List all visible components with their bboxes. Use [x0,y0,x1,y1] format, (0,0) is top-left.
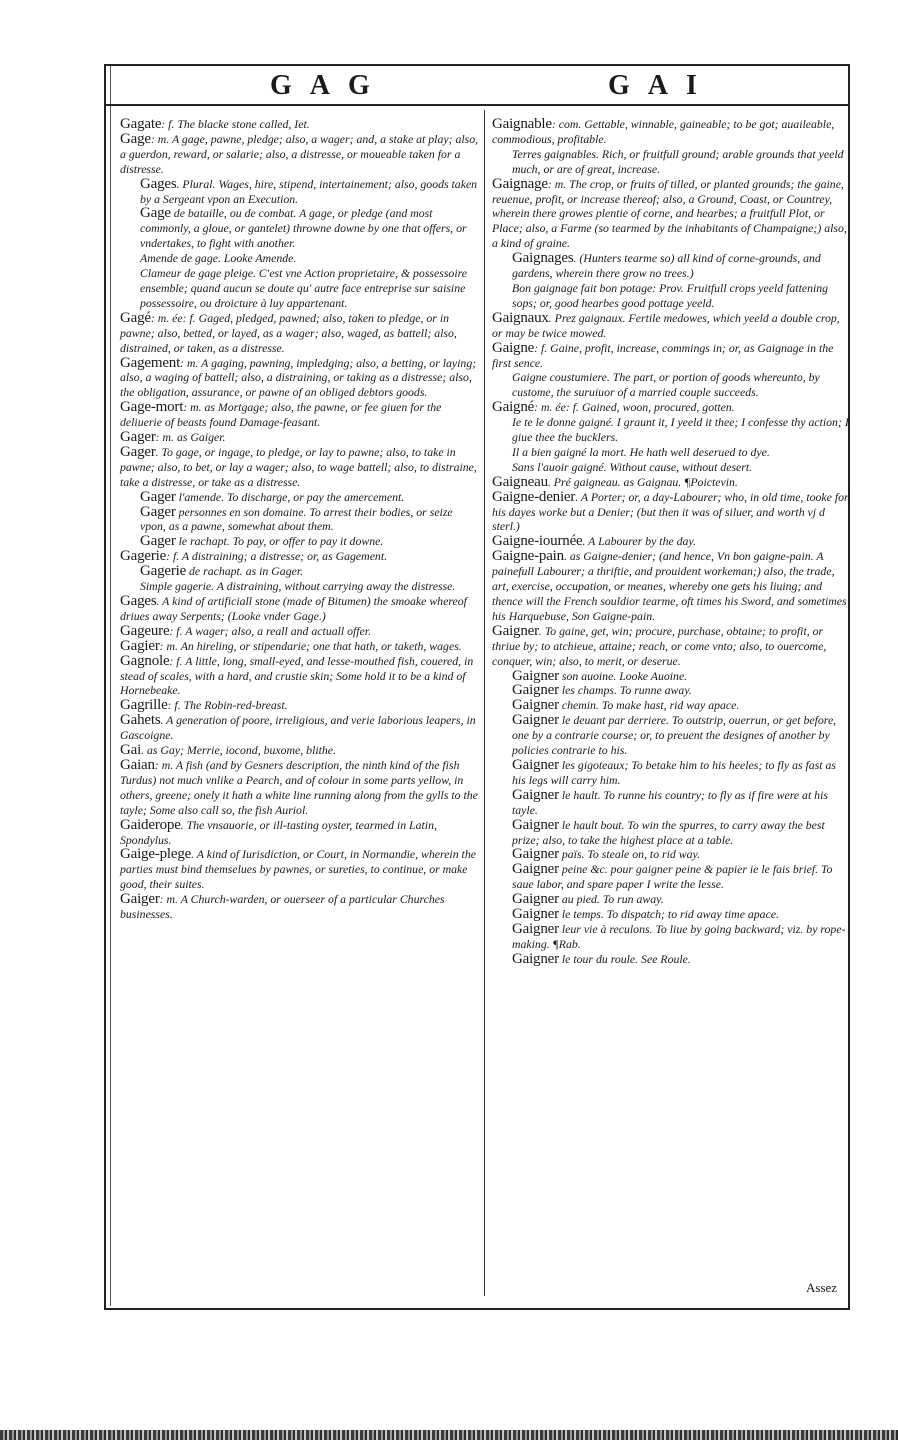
entry-headword: Gaigne-iournée [492,533,583,550]
entry-headword: Gaiger [120,891,160,908]
entry-definition: : f. A wager; also, a reall and actuall offer. [169,623,372,638]
dictionary-entry [492,892,852,907]
border-inner-line [110,66,111,1306]
dictionary-entry [120,654,480,699]
entry-definition: : m. ée: f. Gained, woon, procured, gotten. [534,400,735,415]
entry-headword: Gagier [120,637,160,654]
entry-headword: Gager [140,488,176,505]
dictionary-entry [120,117,480,132]
dictionary-entry [492,370,852,400]
entry-headword: Gahets [120,712,161,729]
dictionary-entry [120,594,480,624]
entry-headword: Gaige-plege [120,846,192,863]
entry-definition: : m. A Church-warden, or ouerseer of a particular Churches businesses. [120,892,445,922]
entry-headword: Gagerie [120,548,167,565]
entry-definition: : m. ée: f. Gaged, pledged, pawned; also, taken to pledge, or in pawne; also, betted, or layed, as a wager; also, waged, as battell; also, distrained, or taken, as a distresse. [120,310,457,355]
entry-headword: Gaigne-denier [492,488,576,505]
entry-headword: Gaigner [512,891,559,908]
running-head-right: GAI [608,70,715,101]
entry-headword: Gaigner [512,697,559,714]
entry-definition: . Pré gaigneau. as Gaignau. ¶Poictevin. [547,474,738,489]
entry-definition: . A kind of Iurisdiction, or Court, in Normandie, wherein the parties must bind themselues by pawnes, or sureties, to continue, or make good, their suites. [120,847,476,892]
entry-definition: le hault. To runne his country; to fly as if fire were at his tayle. [512,787,828,817]
entry-headword: Gages [140,175,177,192]
dictionary-entry [120,579,480,594]
dictionary-entry [492,669,852,684]
dictionary-entry [492,534,852,549]
dictionary-entry [492,952,852,967]
entry-definition: : f. The Robin-red-breast. [167,698,288,713]
entry-definition: : m. A fish (and by Gesners description, the ninth kind of the fish Turdus) not much vnlike a Pearch, and of colour in some parts yellow, in others, greene; onely it hath a white line running along from the gylls to the tayle; Some also call so, the fish Auriol. [120,757,478,817]
entry-definition: . To gaine, get, win; procure, purchase, obtaine; to profit, or thriue by; to atchieue, attaine; reach, or come vnto; also, to ouercome, conquer, win; also, to merit, or deserue. [492,623,827,668]
dictionary-entry [492,460,852,475]
entry-definition: Bon gaignage fait bon potage: Prov. Fruitfull crops yeeld fattening sops; or, good hearbes good pottage yeeld. [512,280,829,310]
entry-definition: Simple gagerie. A distraining, without carrying away the distresse. [140,579,456,594]
entry-definition: le hault bout. To win the spurres, to carry away the best prize; also, to take the highest place at a table. [512,817,825,847]
dictionary-entry [120,505,480,535]
entry-definition: Clameur de gage pleige. C'est vne Action proprietaire, & possessoire ensemble; quand aucun se doute qu' autre face entreprise sur saisine possessoire, ou droicture à luy appartenant. [140,266,468,310]
entry-headword: Gaignage [492,175,548,192]
entry-definition: païs. To steale on, to rid way. [558,847,701,862]
entry-headword: Gage [120,130,151,147]
entry-definition: : f. A distraining; a distresse; or, as Gagement. [166,549,388,564]
entry-definition: l'amende. To discharge, or pay the amercement. [175,489,405,504]
entry-headword: Gai [120,742,142,759]
entry-headword: Gaigner [512,950,559,967]
entry-headword: Gage [140,205,171,222]
entry-definition: : m. The crop, or fruits of tilled, or planted grounds; the gaine, reuenue, profit, or increase thereof; also, a Ground, Coast, or Countrey, wherein there growes plentie of corne, and hearbes; a fruitfull Plot, or Place; also, a Farme (so tearmed by the inhabitants of Champaigne;) also, a kind of graine. [492,176,847,251]
dictionary-entry [120,892,480,922]
entry-headword: Gagate [120,116,162,132]
left-column [120,117,480,922]
dictionary-entry [492,624,852,669]
dictionary-entry [120,639,480,654]
dictionary-entry [492,415,852,445]
entry-definition: son auoine. Looke Auoine. [558,668,688,683]
entry-definition: : m. A gage, pawne, pledge; also, a wager; and, a stake at play; also, a guerdon, reward, or salarie; also, a distresse, or moueable taken for a distresse. [120,131,479,176]
dictionary-entry [492,251,852,281]
entry-definition: . A Porter; or, a day-Labourer; who, in old time, tooke for his dayes worke but a Denier; (but then it was of siluer, and worth vj d sterl.) [492,489,849,534]
entry-definition: de bataille, ou de combat. A gage, or pledge (and most commonly, a gloue, or gantelet) throwne downe by one that offers, or vndertakes, to fight with another. [140,206,467,251]
entry-headword: Gaignable [492,116,552,132]
dictionary-entry [492,907,852,922]
dictionary-entry [492,698,852,713]
entry-definition: : f. A little, long, small-eyed, and lesse-mouthed fish, couered, in stead of scales, with a hard, and crustie skin; Some hold it to be a kind of Hornebeake. [120,653,474,698]
entry-headword: Gager [140,533,176,550]
entry-definition: le temps. To dispatch; to rid away time apace. [558,907,780,922]
dictionary-entry [492,758,852,788]
entry-headword: Gaigner [512,906,559,923]
entry-headword: Gaigne-pain [492,548,564,565]
entry-headword: Gageure [120,622,170,639]
dictionary-entry [492,549,852,624]
dictionary-entry [120,549,480,564]
dictionary-entry [120,356,480,401]
dictionary-entry [492,862,852,892]
right-column [492,117,852,967]
dictionary-entry [492,281,852,311]
dictionary-entry [492,922,852,952]
dictionary-entry [120,132,480,177]
entry-headword: Gaigner [512,846,559,863]
entry-headword: Gagerie [140,563,187,580]
dictionary-entry [492,177,852,252]
entry-definition: de rachapt. as in Gager. [186,564,304,579]
entry-headword: Gaigner [512,816,559,833]
dictionary-entry [120,847,480,892]
entry-headword: Gager [120,429,156,446]
entry-definition: Ie te le donne gaigné. I graunt it, I yeeld it thee; I confesse thy action; I giue thee the bucklers. [512,415,849,445]
entry-definition: . (Hunters tearme so) all kind of corne-grounds, and gardens, wherein there grow no trees.) [512,251,821,281]
dictionary-entry [120,534,480,549]
running-head-left: GAG [270,70,388,101]
dictionary-entry [120,177,480,207]
catchword: Assez [806,1280,838,1295]
dictionary-entry [492,683,852,698]
entry-definition: : m. A gaging, pawning, impledging; also, a betting, or laying; also, a waging of battell; also, a distraining, or taking as a distresse; also, the obligation, assurance, or pawne of an obliged debtors goods. [120,355,477,400]
entry-definition: . A Labourer by the day. [582,534,696,549]
entry-definition: Amende de gage. Looke Amende. [140,251,297,266]
entry-definition: Terres gaignables. Rich, or fruitfull ground; arable grounds that yeeld much, or are of great, increase. [512,146,844,176]
entry-headword: Gages [120,593,157,609]
entry-headword: Gaigne [492,339,535,356]
dictionary-entry [120,266,480,311]
entry-definition: : f. The blacke stone called, Iet. [161,117,310,131]
entry-headword: Gaignages [512,250,574,267]
entry-definition: leur vie à reculons. To liue by going backward; viz. by rope-making. ¶Rab. [512,921,846,951]
dictionary-entry [492,400,852,415]
entry-headword: Gaigner [512,682,559,699]
dictionary-entry [120,743,480,758]
entry-headword: Gager [120,443,156,460]
column-divider [484,110,485,1296]
entry-headword: Gaigner [512,712,559,729]
entry-headword: Gagrille [120,697,168,714]
dictionary-entry [120,400,480,430]
entry-definition: le rachapt. To pay, or offer to pay it downe. [175,534,384,549]
entry-headword: Gagement [120,354,181,371]
entry-definition: Gaigne coustumiere. The part, or portion of goods whereunto, by custome, the suruiuor of a married couple succeeds. [512,370,820,400]
dictionary-entry [492,713,852,758]
dictionary-entry [120,311,480,356]
entry-headword: Gaigner [512,861,559,878]
dictionary-entry [120,430,480,445]
entry-definition: : f. Gaine, profit, increase, commings in; or, as Gaignage in the first sence. [492,340,834,370]
entry-headword: Gage-mort [120,399,184,416]
dictionary-entry [492,475,852,490]
entry-headword: Gaiderope [120,816,181,833]
dictionary-entry [120,564,480,579]
entry-headword: Gaigneau [492,473,548,490]
entry-definition: chemin. To make hast, rid way apace. [558,698,740,713]
dictionary-entry [492,818,852,848]
dictionary-entry [492,117,852,147]
entry-definition: le deuant par derriere. To outstrip, ouerrun, or get before, one by a contrarie course; or, to preuent the designes of another by policies contrarie to his. [512,713,837,758]
entry-definition: . as Gay; Merrie, iocond, buxome, blithe. [141,743,336,758]
entry-definition: les gigoteaux; To betake him to his heeles; to fly as fast as his legs will carry him. [512,757,837,787]
entry-headword: Gaigner [512,786,559,803]
dictionary-entry [120,698,480,713]
entry-definition: . The vnsauorie, or ill-tasting oyster, tearmed in Latin, Spondylus. [120,817,437,847]
entry-headword: Gaigner [512,920,559,937]
dictionary-entry [492,341,852,371]
entry-definition: les champs. To runne away. [558,683,692,698]
dictionary-entry [120,490,480,505]
entry-definition: au pied. To run away. [558,892,664,907]
entry-headword: Gaigner [512,756,559,773]
entry-definition: . as Gaigne-denier; (and hence, Vn bon gaigne-pain. A painefull Labourer; a thriftie, and prouident workeman;) also, the trade, art, exercise, occupation, or meanes, whereby one gets his liuing; and thence will the French souldior tearme, oft times his Sword, and sometimes his Harquebuse, Son Gaigne-pain. [492,549,847,623]
header-rule [104,104,850,106]
dictionary-entry [492,147,852,177]
dictionary-entry [120,445,480,490]
entry-headword: Gaian [120,756,155,773]
entry-definition: Il a bien gaigné la mort. He hath well deserued to dye. [512,444,770,459]
dictionary-entry [492,311,852,341]
entry-definition: le tour du roule. See Roule. [558,951,691,966]
entry-definition: . Plural. Wages, hire, stipend, intertainement; also, goods taken by a Sergeant vpon an Execution. [140,176,478,206]
entry-headword: Gaigné [492,399,535,416]
dictionary-entry [492,788,852,818]
entry-headword: Gaigner [492,622,539,639]
entry-definition: . Prez gaignaux. Fertile medowes, which yeeld a double crop, or may be twice mowed. [492,310,840,340]
entry-definition: peine &c. pour gaigner peine & papier ie le fais brief. To saue labor, and spare paper I write the lesse. [512,862,833,892]
dictionary-entry [120,758,480,818]
entry-definition: : m. as Mortgage; also, the pawne, or fee giuen for the deliuerie of beasts found Damage-feasant. [120,400,442,430]
entry-definition: . A kind of artificiall stone (made of Bitumen) the smoake whereof driues away Serpents; (Looke vnder Gage.) [120,594,467,623]
dictionary-entry [120,713,480,743]
dictionary-entry [120,624,480,639]
dictionary-entry [492,490,852,535]
dictionary-entry [492,847,852,862]
entry-definition: : m. An hireling, or stipendarie; one that hath, or taketh, wages. [159,638,462,653]
entry-definition: . A generation of poore, irreligious, and verie laborious leapers, in Gascoigne. [120,713,476,743]
scan-edge [0,1430,898,1440]
dictionary-entry [120,251,480,266]
dictionary-entry [492,445,852,460]
entry-definition: personnes en son domaine. To arrest their bodies, or seize vpon, as a pawne, somewhat about them. [140,504,453,534]
entry-definition: . To gage, or ingage, to pledge, or lay to pawne; also, to take in pawne; also, to bet, or lay a wager; also, to wage battell; also, to distraine, take a distresse, or take as a distresse. [120,444,477,489]
entry-headword: Gagé [120,309,151,326]
entry-definition: : m. as Gaiger. [155,430,226,445]
dictionary-entry [120,818,480,848]
entry-definition: : com. Gettable, winnable, gaineable; to be got; auaileable, commodious, profitable. [492,117,835,146]
entry-headword: Gaignaux [492,309,549,326]
dictionary-entry [120,206,480,251]
entry-definition: Sans l'auoir gaigné. Without cause, without desert. [512,459,753,474]
entry-headword: Gaigner [512,667,559,684]
entry-headword: Gagnole [120,652,170,669]
entry-headword: Gager [140,503,176,520]
